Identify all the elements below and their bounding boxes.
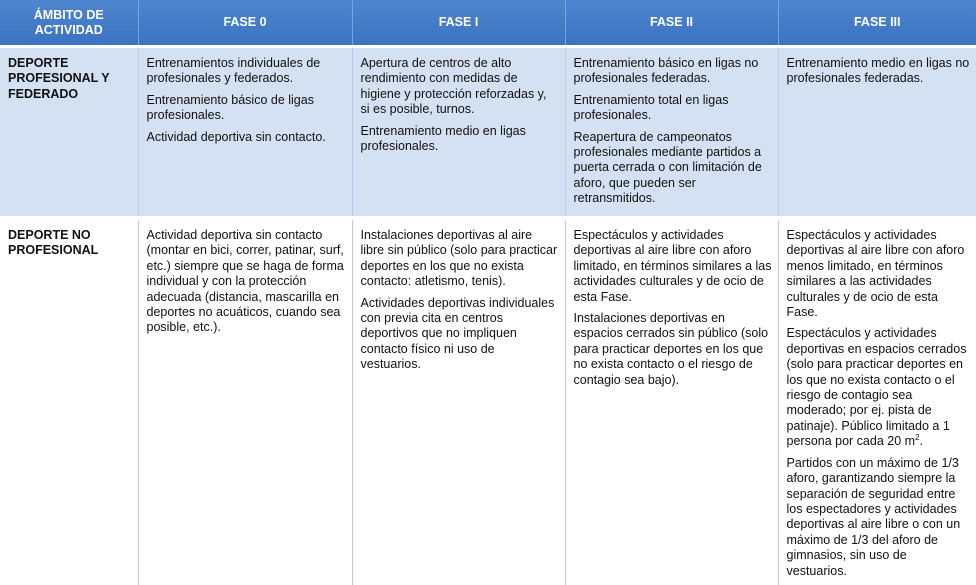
cell-paragraph: Instalaciones deportivas en espacios cerrados sin público (solo para practicar deportes en los que no exista contacto o el riesgo de contagio sea bajo).: [573, 311, 769, 387]
header-phase-3: FASE III: [778, 0, 976, 47]
cell-r1-c2: [565, 218, 778, 585]
cell-text-suffix: .: [919, 434, 923, 449]
cell-paragraph: Apertura de centros de alto rendimiento con medidas de higiene y protección reforzadas y, si es posible, turnos.: [360, 56, 547, 117]
cell-paragraph: Entrenamiento medio en ligas no profesionales federadas.: [786, 56, 970, 86]
cell-r1-c3: [778, 218, 976, 585]
cell-r1-c1: [352, 218, 565, 585]
superscript: 2: [915, 433, 920, 443]
cell-r1-c0: [138, 218, 352, 585]
scope-label: DEPORTE NO PROFESIONAL: [0, 218, 138, 585]
cell-paragraph: Partidos con un máximo de 1/3 aforo, garantizando siempre la separación de seguridad entre los espectadores y actividades deportivas al aire libre o con un máximo de 1/3 del aforo de gimnasios, sin uso de vestuarios.: [786, 455, 961, 578]
header-scope: ÁMBITO DE ACTIVIDAD: [0, 0, 138, 47]
scope-label: DEPORTE PROFESIONAL Y FEDERADO: [0, 47, 138, 219]
cell-paragraph: Actividad deportiva sin contacto (montar en bici, correr, patinar, surf, etc.) siempre que se haga de forma individual y con la protección adecuada (distancia, mascarilla en deportes no acuáticos, cuando sea posible, etc.).: [146, 228, 344, 335]
cell-paragraph: Reapertura de campeonatos profesionales mediante partidos a puerta cerrada o con limitación de aforo, que pueden ser retransmitidos.: [573, 129, 762, 206]
cell-paragraph: [787, 326, 971, 449]
cell-paragraph: Espectáculos y actividades deportivas al aire libre con aforo limitado, en términos similares a las actividades culturales y de ocio de esta Fase.: [573, 228, 772, 304]
header-row: [0, 0, 976, 47]
header-phase-1: FASE I: [352, 0, 565, 47]
cell-r0-c0: [138, 47, 352, 219]
cell-paragraph: Actividades deportivas individuales con previa cita en centros deportivos que no impliquen contacto físico ni uso de vestuarios.: [360, 295, 555, 372]
cell-paragraph: Entrenamientos individuales de profesionales y federados.: [146, 56, 321, 86]
cell-paragraph: Espectáculos y actividades deportivas al aire libre con aforo menos limitado, en términos similares a las actividades culturales y de ocio de esta Fase.: [786, 228, 965, 320]
cell-paragraph: Entrenamiento medio en ligas profesionales.: [360, 123, 526, 154]
cell-text: Espectáculos y actividades deportivas en espacios cerrados (solo para practicar deportes en los que no exista contacto o el riesgo de contagio sea moderado; por ej. pista de patinaje). Público limitado a 1 persona por cada 20 m: [786, 326, 967, 449]
cell-paragraph: Instalaciones deportivas al aire libre sin público (solo para practicar deportes en los que no exista contacto: atletismo, tenis).: [360, 228, 558, 289]
cell-paragraph: Actividad deportiva sin contacto.: [146, 129, 326, 144]
table-row: [0, 47, 976, 219]
cell-r0-c1: [352, 47, 565, 219]
cell-paragraph: Entrenamiento total en ligas profesionales.: [573, 92, 729, 123]
header-phase-0: FASE 0: [138, 0, 352, 47]
cell-r0-c2: [565, 47, 778, 219]
header-phase-2: FASE II: [565, 0, 778, 47]
table-row: [0, 218, 976, 585]
cell-paragraph: Entrenamiento básico en ligas no profesionales federadas.: [573, 56, 759, 86]
cell-paragraph: Entrenamiento básico de ligas profesionales.: [146, 92, 314, 123]
cell-r0-c3: [778, 47, 976, 219]
